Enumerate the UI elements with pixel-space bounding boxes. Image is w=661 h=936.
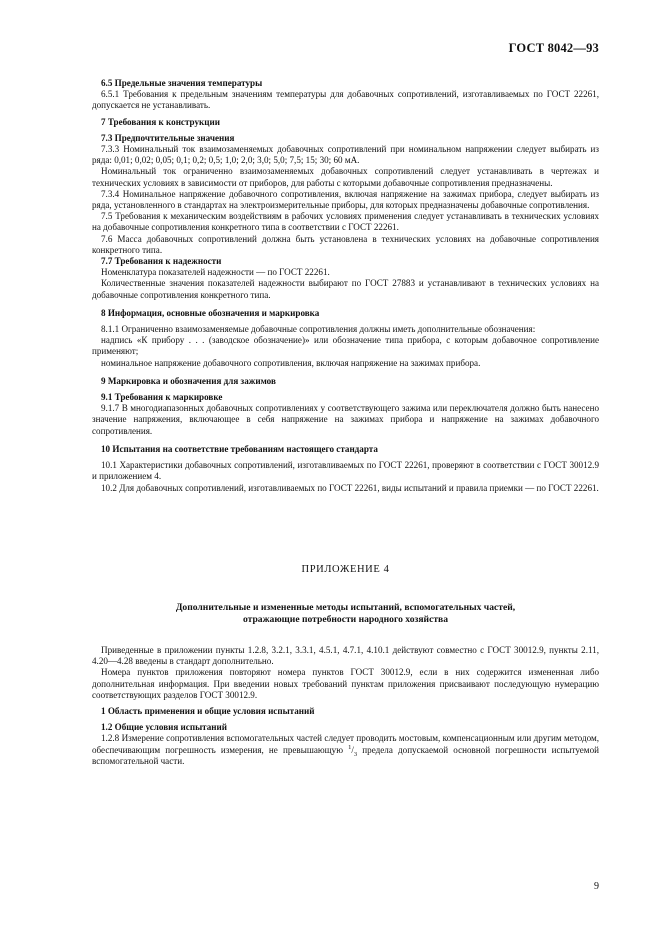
section-heading: 10 Испытания на соответствие требованиям настоящего стандарта	[101, 443, 378, 454]
paragraph-text: 1.2.8 Измерение сопротивления вспомогательных частей следует проводить мостовым, компенсационным или другим методом, обеспечивающим погрешность измерения, не превышающую	[92, 733, 599, 755]
paragraph: 6.5.1 Требования к предельным значениям температуры для добавочных сопротивлений, изготавливаемых по ГОСТ 22261, допускается не устанавливать.	[92, 89, 599, 111]
paragraph: Номенклатура показателей надежности — по ГОСТ 22261.	[101, 267, 330, 278]
page-body	[92, 78, 599, 767]
paragraph: Количественные значения показателей надежности выбирают по ГОСТ 27883 и устанавливают в технических условиях на добавочные сопротивления конкретного типа.	[92, 278, 599, 300]
appendix-title: ПРИЛОЖЕНИЕ 4	[301, 563, 390, 575]
appendix-heading-line-1: Дополнительные и измененные методы испытаний, вспомогательных частей,	[175, 601, 516, 613]
section-heading: 6.5 Предельные значения температуры	[101, 78, 263, 88]
appendix-heading	[92, 602, 599, 627]
paragraph-text: предела допускаемой основной погрешности испытуемой вспомогательной части.	[92, 744, 599, 766]
section-heading: 1.2 Общие условия испытаний	[101, 722, 228, 733]
page-number: 9	[594, 881, 599, 892]
section-heading: 7.3 Предпочтительные значения	[101, 132, 235, 143]
paragraph: номинальное напряжение добавочного сопротивления, включая напряжение на зажимах прибора.	[101, 357, 481, 368]
paragraph: 8.1.1 Ограниченно взаимозаменяемые добавочные сопротивления должны иметь дополнительные обозначения:	[101, 324, 536, 335]
paragraph: 10.2 Для добавочных сопротивлений, изготавливаемых по ГОСТ 22261, виды испытаний и правила приемки — по ГОСТ 22261.	[101, 482, 599, 493]
appendix-section-list	[92, 645, 599, 733]
section-heading: 9.1 Требования к маркировке	[101, 392, 223, 403]
paragraph-1-2-8: 1.2.8 Измерение сопротивления вспомогательных частей следует проводить мостовым, компенсационным или другим методом, обеспечивающим погрешность измерения, не превышающую $^1/_3$ предела допускаемой основной погрешности испытуемой вспомогательной части.	[92, 733, 599, 766]
paragraph: 7.3.4 Номинальное напряжение добавочного сопротивления, включая напряжение на зажимах прибора, следует выбирать из ряда, установленного в стандартах на электроизмерительные приборы, для которых предназначены добавочные сопротивления.	[92, 188, 599, 211]
fraction-denominator: 3	[353, 750, 358, 758]
paragraph: Приведенные в приложении пункты 1.2.8, 3.2.1, 3.3.1, 4.5.1, 4.7.1, 4.10.1 действуют совместно с ГОСТ 30012.9, пункты 2.11, 4.20—4.28 введены в стандарт дополнительно.	[92, 644, 599, 667]
section-list	[92, 78, 599, 494]
standard-header: ГОСТ 8042—93	[508, 41, 599, 55]
paragraph: надпись «К прибору . . . (заводское обозначение)» или обозначение типа прибора, с которым добавочное сопротивление применяют;	[92, 335, 599, 357]
section-heading: 7.7 Требования к надежности	[101, 256, 222, 267]
paragraph: 9.1.7 В многодиапазонных добавочных сопротивлениях у соответствующего зажима или переключателя должно быть нанесено значение напряжения, включающее в себя напряжение на зажимах прибора и напряжение на зажимах добавочного сопротивления.	[92, 403, 599, 436]
section-heading: 8 Информация, основные обозначения и маркировка	[101, 307, 320, 318]
paragraph: 7.6 Масса добавочных сопротивлений должна быть установлена в технических условиях на добавочные сопротивления конкретного типа.	[92, 233, 599, 255]
section-heading: 1 Область применения и общие условия испытаний	[101, 705, 315, 716]
section-heading: 7 Требования к конструкции	[101, 116, 220, 127]
appendix-heading-line-2: отражающие потребности народного хозяйства	[242, 614, 449, 626]
paragraph: 7.5 Требования к механическим воздействиям в рабочих условиях применения следует устанавливать в технических условиях на добавочные сопротивления конкретного типа в соответствии с ГОСТ 22261.	[92, 211, 599, 233]
fraction-numerator: 1	[348, 743, 352, 751]
paragraph: Номера пунктов приложения повторяют номера пунктов ГОСТ 30012.9, если в них содержится измененная либо дополнительная информация. При введении новых требований пунктам приложения присваивают последующую нумерацию соответствующих разделов ГОСТ 30012.9.	[92, 667, 599, 700]
section-heading: 9 Маркировка и обозначения для зажимов	[101, 375, 276, 386]
paragraph: 7.3.3 Номинальный ток взаимозаменяемых добавочных сопротивлений при номинальном напряжении следует выбирать из ряда: 0,01; 0,02; 0,05; 0,1; 0,2; 0,5; 1,0; 2,0; 3,0; 5,0; 7,5; 15; 30; 60 мА.	[92, 144, 599, 166]
paragraph: Номинальный ток ограниченно взаимозаменяемых добавочных сопротивлений следует устанавливать в чертежах и технических условиях в зависимости от приборов, для работы с которыми добавочные сопротивления предназначены.	[92, 166, 599, 188]
paragraph: 10.1 Характеристики добавочных сопротивлений, изготавливаемых по ГОСТ 22261, проверяют в соответствии с ГОСТ 30012.9 и приложением 4.	[92, 460, 599, 482]
